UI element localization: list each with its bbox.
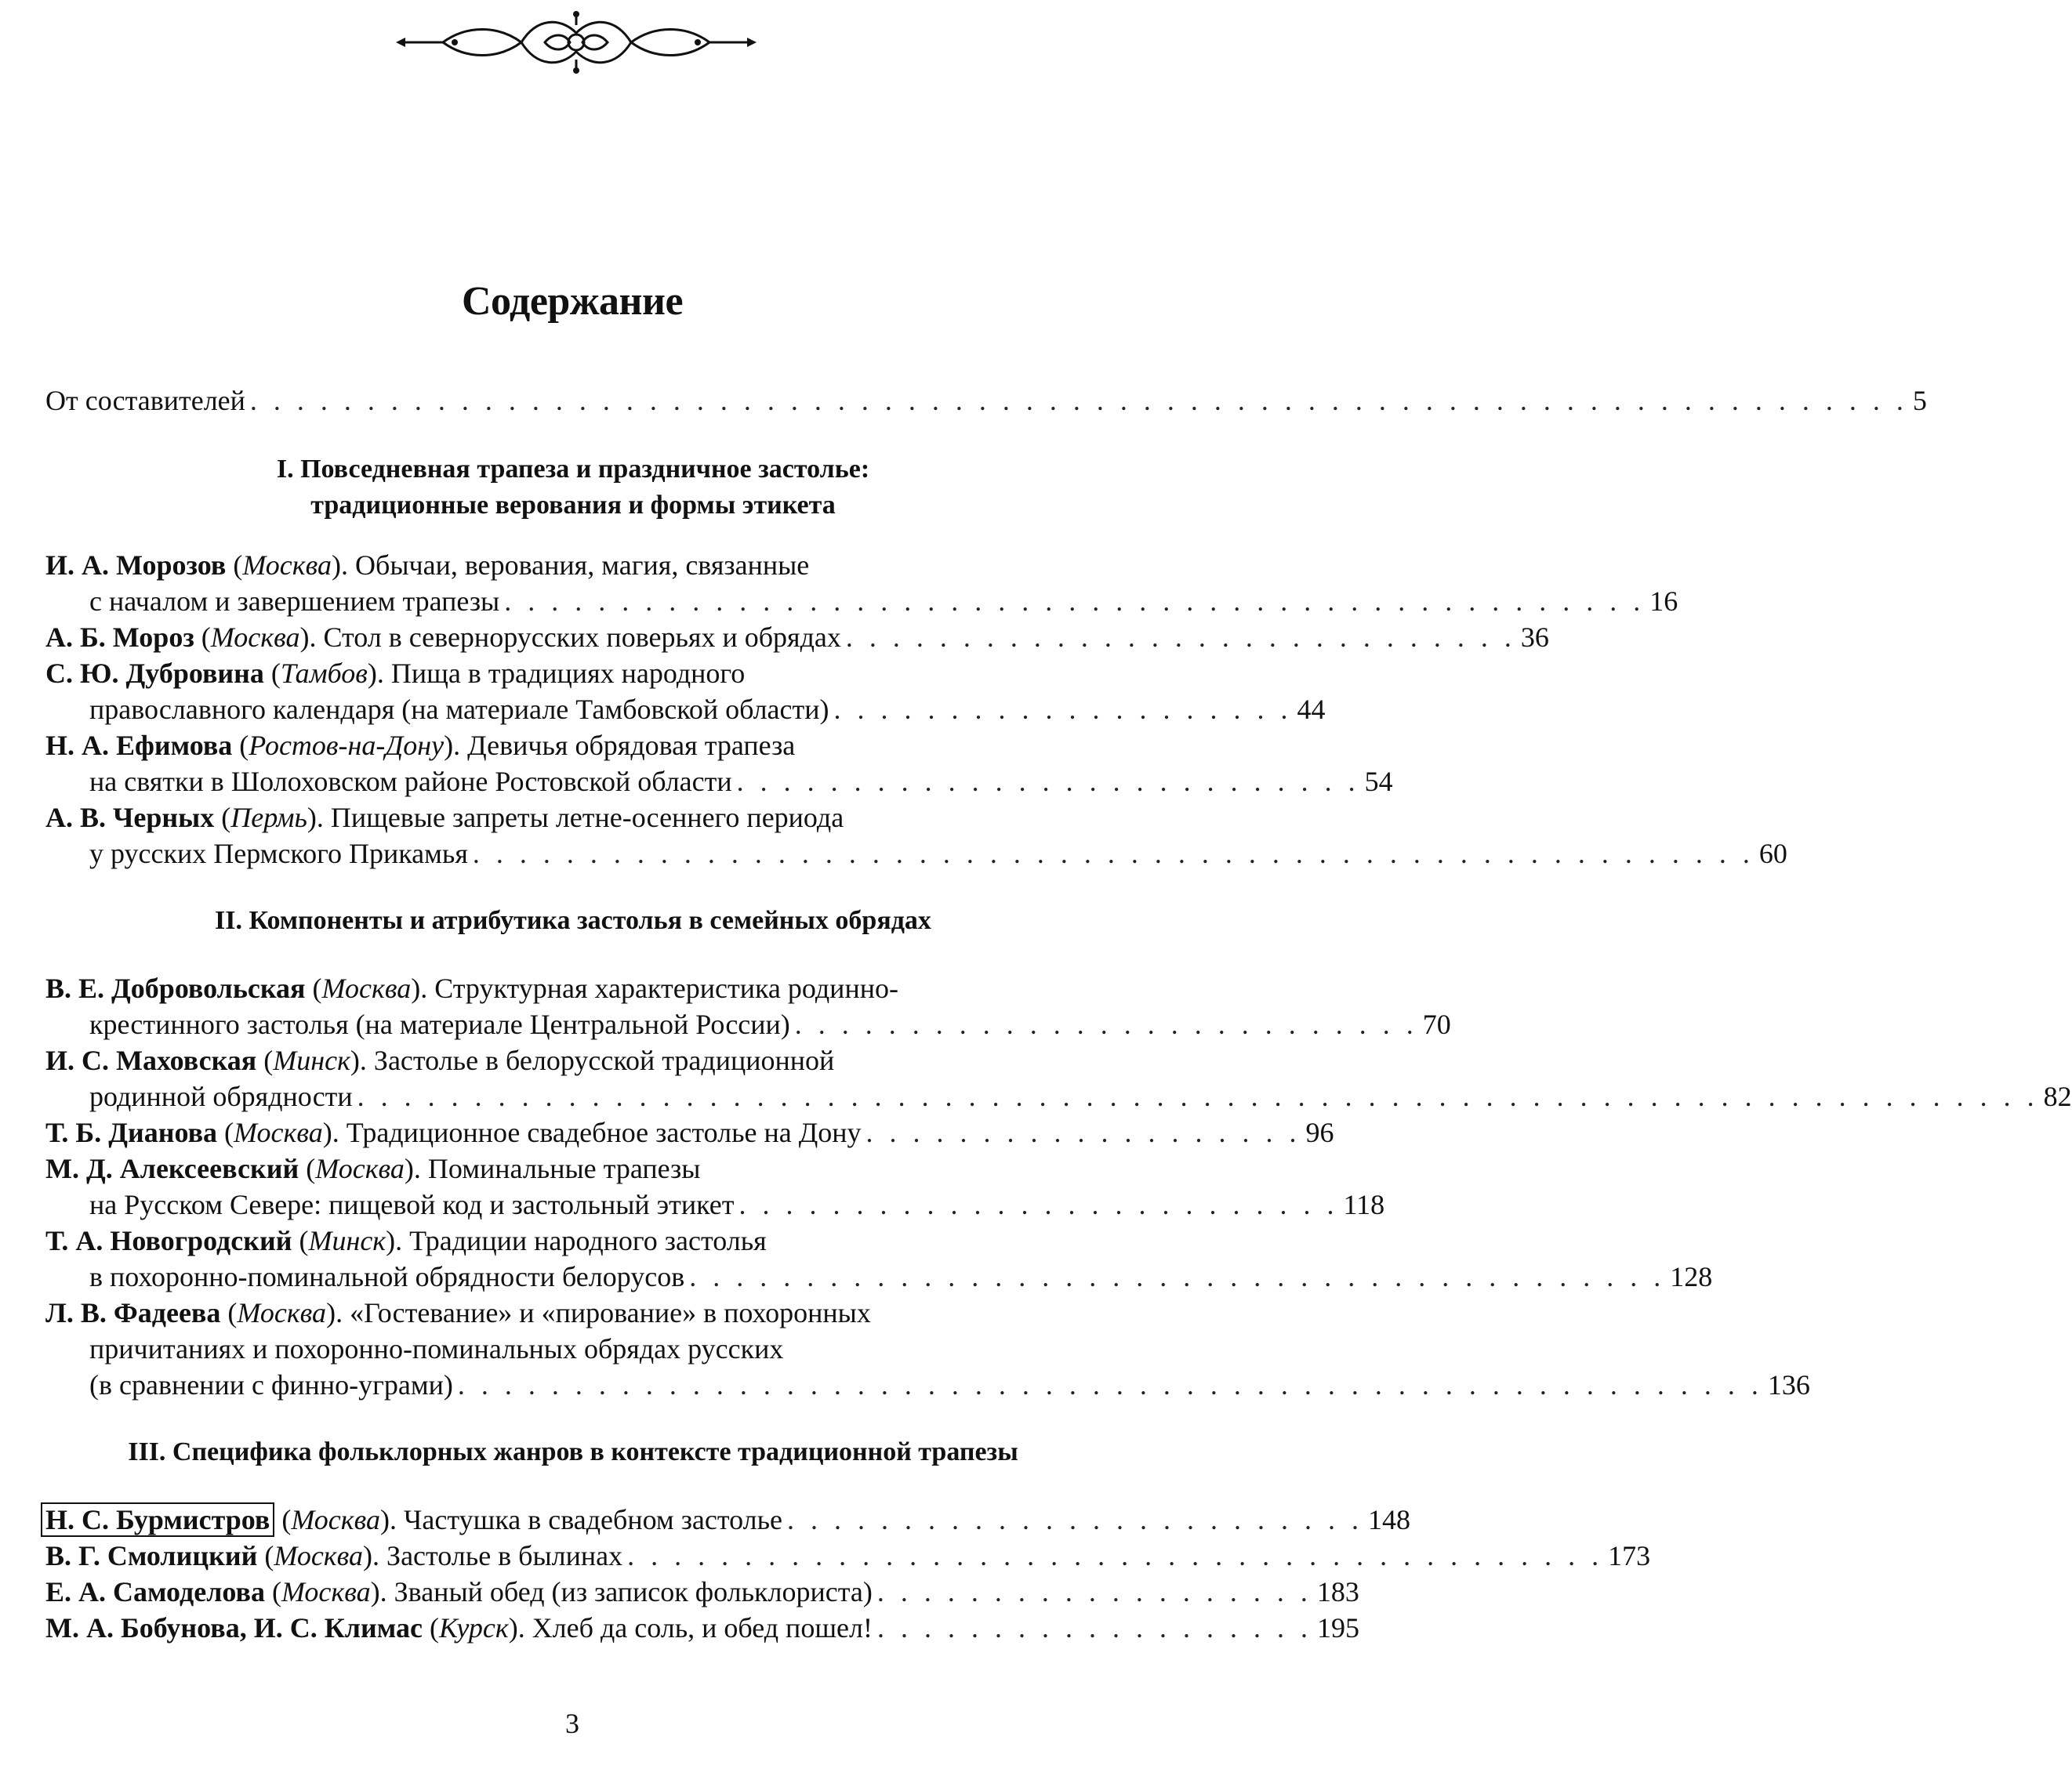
page-number: 5 (1912, 385, 1927, 416)
entry-title: . Обычаи, верования, магия, связанные (341, 549, 810, 581)
entry-city: Москва (234, 1117, 323, 1148)
entry-author: А. В. Черных (45, 802, 215, 833)
table-of-contents (45, 382, 2072, 1646)
toc-entry[interactable]: А. В. Черных (Пермь). Пищевые запреты летне-осеннего периода у русских Пермского Прикамья . . . . . . . . . . . . . . . . . . . . . . . . . . . . . . . . . . . . . . . . . . . . . . . . . . . . . . . 60 (45, 799, 1101, 872)
toc-entry[interactable]: М. А. Бобунова, И. С. Климас (Курск). Хлеб да соль, и обед пошел! . . . . . . . . . . . . . . . . . . . 195 (45, 1610, 1101, 1646)
entry-title: с началом и завершением трапезы (89, 585, 500, 617)
section-heading-line: I. Повседневная трапеза и праздничное застолье: (276, 455, 870, 484)
leader-dots: . . . . . . . . . . . . . . . . . . . . . . . . . . . . . . . . . . . . . . . . . . . . . . . . . . . . . . . . (457, 1369, 1763, 1401)
leader-dots: . . . . . . . . . . . . . . . . . . . (876, 1612, 1312, 1644)
entry-title: . Стол в севернорусских поверьях и обрядах (309, 622, 841, 653)
leader-dots: . . . . . . . . . . . . . . . . . . . . . . . . . . . . . . . . . . . . . . . . . . . . . . . . . . . . . . . (472, 838, 1754, 869)
decorative-flourish-icon (396, 9, 757, 75)
entry-title: . Традиционное свадебное застолье на Дону (332, 1117, 862, 1148)
entry-author: И. А. Морозов (45, 549, 227, 581)
entry-title: родинной обрядности (89, 1081, 353, 1112)
entry-city: Москва (315, 1153, 405, 1184)
leader-dots: . . . . . . . . . . . . . . . . . . . . . . . . . . . . . . . . . . . . . . . . . . . . . . . . . . . . . . . . . . . . . . . . . . . . . . . (249, 385, 1908, 416)
page-number: 54 (1364, 766, 1393, 797)
section-heading-line: II. Компоненты и атрибутика застолья в семейных обрядах (215, 906, 931, 935)
entry-author: Л. В. Фадеева (45, 1297, 221, 1328)
section-heading-line: III. Специфика фольклорных жанров в контексте традиционной трапезы (128, 1437, 1018, 1466)
entry-title: . Девичья обрядовая трапеза (453, 730, 796, 761)
entry-title: у русских Пермского Прикамья (89, 838, 468, 869)
page-number: 195 (1316, 1612, 1359, 1644)
entry-title: . Застолье в былинах (372, 1540, 623, 1571)
entry-city: Москва (274, 1540, 364, 1571)
section-heading-line: традиционные верования и формы этикета (310, 491, 836, 520)
toc-entry[interactable]: А. Б. Мороз (Москва). Стол в севернорусских поверьях и обрядах . . . . . . . . . . . . . . . . . . . . . . . . . . . . . 36 (45, 619, 1101, 655)
entry-title: причитаниях и похоронно-поминальных обрядах русских (89, 1333, 784, 1365)
entry-author: М. А. Бобунова, И. С. Климас (45, 1612, 423, 1644)
section-heading-3 (45, 1434, 1101, 1470)
leader-dots: . . . . . . . . . . . . . . . . . . . . (833, 694, 1293, 725)
page-number: 36 (1520, 622, 1549, 653)
leader-dots: . . . . . . . . . . . . . . . . . . . . . . . . . . . (736, 766, 1360, 797)
entry-title: . Пищевые запреты летне-осеннего периода (316, 802, 844, 833)
entry-author: Т. А. Новогродский (45, 1225, 292, 1256)
leader-dots: . . . . . . . . . . . . . . . . . . . . . . . . . (787, 1504, 1364, 1535)
entry-city: Москва (237, 1297, 327, 1328)
toc-entry[interactable]: В. Г. Смолицкий (Москва). Застолье в былинах . . . . . . . . . . . . . . . . . . . . . . . . . . . . . . . . . . . . . . . . . . 173 (45, 1538, 1101, 1574)
entry-title: православного календаря (на материале Тамбовской области) (89, 694, 829, 725)
toc-entry[interactable]: И. А. Морозов (Москва). Обычаи, верования, магия, связанные с началом и завершением трапезы . . . . . . . . . . . . . . . . . . . . . . . . . . . . . . . . . . . . . . . . . . . . . . . . . 16 (45, 547, 1101, 619)
leader-dots: . . . . . . . . . . . . . . . . . . . . . . . . . . . . . . . . . . . . . . . . . . (689, 1261, 1666, 1292)
entry-title: (в сравнении с финно-уграми) (89, 1369, 453, 1401)
entry-city: Москва (291, 1504, 380, 1535)
toc-entry[interactable]: М. Д. Алексеевский (Москва). Поминальные трапезы на Русском Севере: пищевой код и застольный этикет . . . . . . . . . . . . . . . . . . . . . . . . . . 118 (45, 1151, 1101, 1223)
entry-author: В. Е. Добровольская (45, 973, 306, 1004)
page-title: Содержание (461, 279, 684, 324)
entry-city: Москва (281, 1576, 371, 1607)
page-number: 128 (1670, 1261, 1713, 1292)
entry-title: . Традиции народного застолья (395, 1225, 767, 1256)
leader-dots: . . . . . . . . . . . . . . . . . . . . . . . . . . . . . . . . . . . . . . . . . . (627, 1540, 1604, 1571)
entry-title: . Хлеб да соль, и обед пошел! (517, 1612, 873, 1644)
toc-entry[interactable]: И. С. Маховская (Минск). Застолье в белорусской традиционной родинной обрядности . . . . . . . . . . . . . . . . . . . . . . . . . . . . . . . . . . . . . . . . . . . . . . . . . . . . . . . . . . . . . . . . . . . . . . . . 82 (45, 1042, 1101, 1114)
entry-author: И. С. Маховская (45, 1045, 257, 1076)
page-number: 183 (1316, 1576, 1359, 1607)
page-number: 82 (2043, 1081, 2072, 1112)
entry-city: Москва (210, 622, 300, 653)
entry-city: Минск (273, 1045, 350, 1076)
page-number: 136 (1767, 1369, 1810, 1401)
entry-city: Москва (321, 973, 412, 1004)
entry-author: Н. А. Ефимова (45, 730, 233, 761)
entry-title: . Структурная характеристика родинно- (420, 973, 898, 1004)
entry-title: крестинного застолья (на материале Центральной России) (89, 1009, 790, 1040)
entry-city: Минск (308, 1225, 386, 1256)
toc-entry[interactable]: Н. С. Бурмистров (Москва). Частушка в свадебном застолье . . . . . . . . . . . . . . . . . . . . . . . . . 148 (45, 1502, 1101, 1538)
entry-city: Ростов-на-Дону (249, 730, 445, 761)
page-number: 118 (1343, 1189, 1385, 1220)
page-number: 173 (1608, 1540, 1651, 1571)
entry-city: Тамбов (280, 658, 368, 689)
entry-author: Е. А. Самоделова (45, 1576, 265, 1607)
entry-city: Курск (439, 1612, 509, 1644)
entry-city: Пермь (230, 802, 307, 833)
leader-dots: . . . . . . . . . . . . . . . . . . . . . . . . . . . (794, 1009, 1418, 1040)
toc-entry[interactable]: С. Ю. Дубровина (Тамбов). Пища в традициях народного православного календаря (на материале Тамбовской области) . . . . . . . . . . . . . . . . . . . . 44 (45, 655, 1101, 727)
section-heading-1 (45, 451, 1101, 524)
entry-title: на Русском Севере: пищевой код и застольный этикет (89, 1189, 735, 1220)
toc-entry[interactable]: Л. В. Фадеева (Москва). «Гостевание» и «пирование» в похоронных причитаниях и похоронно-поминальных обрядах русских (в сравнении с финно-уграми) . . . . . . . . . . . . . . . . . . . . . . . . . . . . . . . . . . . . . . . . . . . . . . . . . . . . . . . . 136 (45, 1295, 1101, 1403)
entry-author: В. Г. Смолицкий (45, 1540, 258, 1571)
page-number: 96 (1305, 1117, 1334, 1148)
toc-entry[interactable]: Е. А. Самоделова (Москва). Званый обед (из записок фольклориста) . . . . . . . . . . . . . . . . . . . 183 (45, 1574, 1101, 1610)
section-heading-2 (45, 903, 1101, 939)
entry-author: М. Д. Алексеевский (45, 1153, 299, 1184)
toc-entry[interactable]: Т. А. Новогродский (Минск). Традиции народного застолья в похоронно-поминальной обрядности белорусов . . . . . . . . . . . . . . . . . . . . . . . . . . . . . . . . . . . . . . . . . . 128 (45, 1223, 1101, 1295)
entry-title: . Частушка в свадебном застолье (390, 1504, 783, 1535)
toc-entry[interactable]: Т. Б. Дианова (Москва). Традиционное свадебное застолье на Дону . . . . . . . . . . . . . . . . . . . 96 (45, 1114, 1101, 1151)
entry-title: . Пища в традициях народного (376, 658, 746, 689)
page-number: 16 (1649, 585, 1678, 617)
entry-author: С. Ю. Дубровина (45, 658, 264, 689)
entry-title: в похоронно-поминальной обрядности белорусов (89, 1261, 685, 1292)
page-number: 44 (1297, 694, 1326, 725)
entry-title: . Застолье в белорусской традиционной (359, 1045, 835, 1076)
page-number: 60 (1758, 838, 1787, 869)
leader-dots: . . . . . . . . . . . . . . . . . . . . . . . . . . (738, 1189, 1339, 1220)
page-number: 148 (1368, 1504, 1411, 1535)
entry-author: Т. Б. Дианова (45, 1117, 218, 1148)
entry-author: А. Б. Мороз (45, 622, 194, 653)
entry-author-highlighted: Н. С. Бурмистров (41, 1502, 274, 1537)
entry-title: . «Гостевание» и «пирование» в похоронных (336, 1297, 871, 1328)
toc-entry[interactable]: В. Е. Добровольская (Москва). Структурная характеристика родинно- крестинного застолья (на материале Центральной России) . . . . . . . . . . . . . . . . . . . . . . . . . . . 70 (45, 970, 1101, 1042)
page-number: 70 (1422, 1009, 1451, 1040)
leader-dots: . . . . . . . . . . . . . . . . . . . . . . . . . . . . . . . . . . . . . . . . . . . . . . . . . . . . . . . . . . . . . . . . . . . . . . . . (357, 1081, 2039, 1112)
leader-dots: . . . . . . . . . . . . . . . . . . . (865, 1117, 1301, 1148)
leader-dots: . . . . . . . . . . . . . . . . . . . . . . . . . . . . . . . . . . . . . . . . . . . . . . . . . (504, 585, 1646, 617)
leader-dots: . . . . . . . . . . . . . . . . . . . (876, 1576, 1312, 1607)
toc-entry[interactable]: Н. А. Ефимова (Ростов-на-Дону). Девичья обрядовая трапеза на святки в Шолоховском районе Ростовской области . . . . . . . . . . . . . . . . . . . . . . . . . . . 54 (45, 727, 1101, 799)
page-folio: 3 (565, 1708, 579, 1739)
entry-title: на святки в Шолоховском районе Ростовской области (89, 766, 732, 797)
toc-entry-intro[interactable] (45, 382, 1927, 419)
leader-dots: . . . . . . . . . . . . . . . . . . . . . . . . . . . . . (845, 622, 1516, 653)
entry-title: . Поминальные трапезы (413, 1153, 701, 1184)
toc-entry-text: От составителей (45, 385, 245, 416)
entry-title: . Званый обед (из записок фольклориста) (379, 1576, 873, 1607)
entry-city: Москва (242, 549, 332, 581)
